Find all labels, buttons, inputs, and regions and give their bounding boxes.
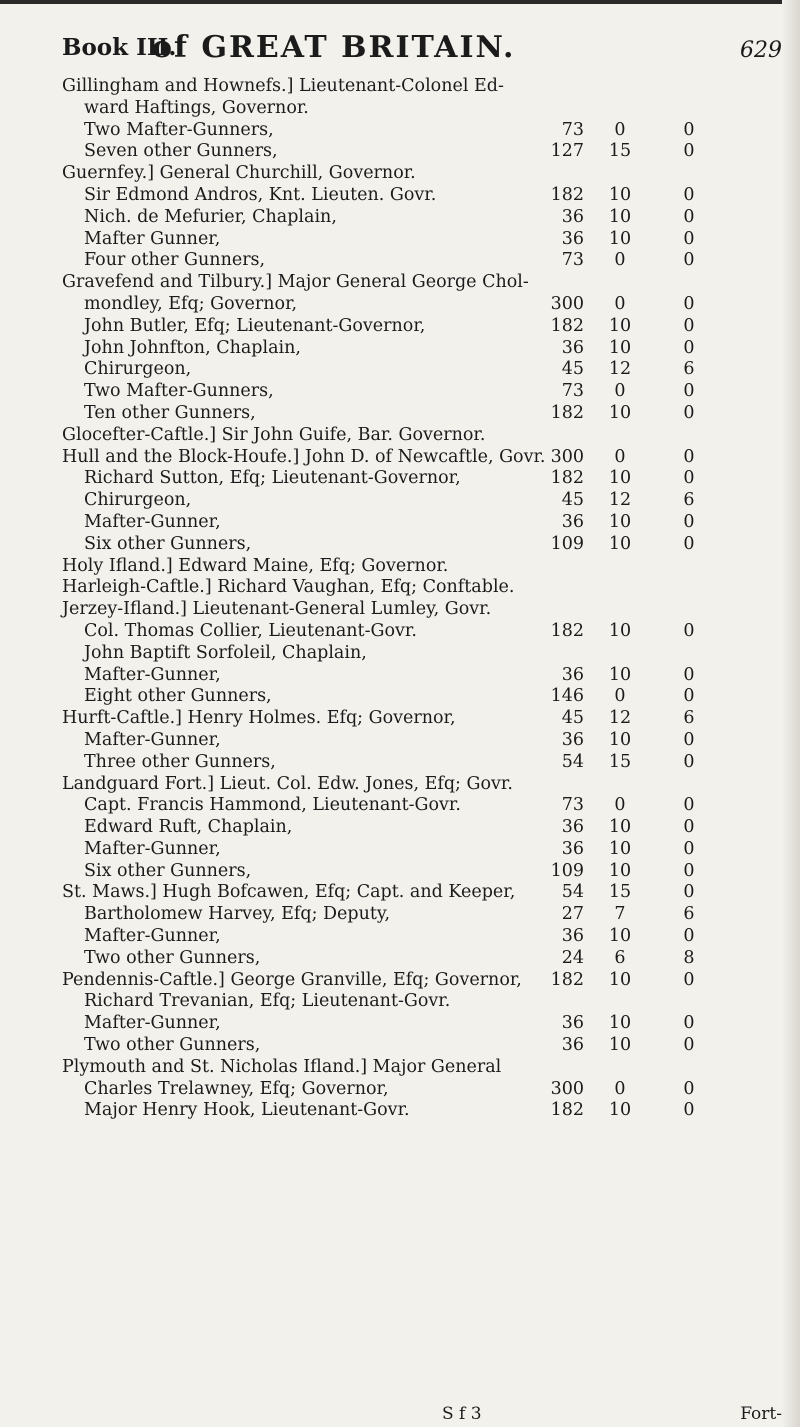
entry-pounds: 73 <box>561 795 584 816</box>
entry-row <box>62 970 792 992</box>
entry-text: Edward Ruft, Chaplain, <box>84 817 293 838</box>
entry-text: Guernfey.] General Churchill, Governor. <box>62 163 416 184</box>
entry-row <box>62 599 792 621</box>
entry-text: Mafter-Gunner, <box>84 511 221 532</box>
entry-pounds: 54 <box>561 751 584 772</box>
entry-pence: 0 <box>683 751 695 772</box>
entry-pence: 0 <box>683 860 695 881</box>
entry-row <box>62 98 792 120</box>
entry-row <box>62 948 792 970</box>
entry-shillings: 0 <box>614 795 626 816</box>
entry-pounds: 45 <box>561 490 584 511</box>
entry-text: Mafter-Gunner, <box>84 1013 221 1034</box>
entry-text: Harleigh-Caftle.] Richard Vaughan, Efq; Conftable. <box>62 577 515 598</box>
entry-shillings: 6 <box>614 947 626 968</box>
entry-pence: 0 <box>683 315 695 336</box>
entry-shillings: 0 <box>614 119 626 140</box>
entry-shillings: 10 <box>608 315 632 336</box>
entry-shillings: 10 <box>608 468 632 489</box>
entry-pounds: 36 <box>561 337 584 358</box>
entry-pence: 6 <box>683 359 695 380</box>
entry-pounds: 73 <box>561 381 584 402</box>
entry-text: Col. Thomas Collier, Lieutenant-Govr. <box>84 620 417 641</box>
entry-text: Landguard Fort.] Lieut. Col. Edw. Jones, Efq; Govr. <box>62 773 513 794</box>
page-number: 629 <box>740 38 782 63</box>
entry-pounds: 36 <box>561 926 584 947</box>
entry-pounds: 182 <box>550 468 584 489</box>
entry-pence: 0 <box>683 533 695 554</box>
entry-text: ward Haftings, Governor. <box>84 97 309 118</box>
entry-row <box>62 120 792 142</box>
entry-pence: 0 <box>683 250 695 271</box>
entry-pence: 8 <box>683 947 695 968</box>
running-header <box>62 28 782 78</box>
entry-shillings: 10 <box>608 337 632 358</box>
entry-row <box>62 882 792 904</box>
entry-row <box>62 359 792 381</box>
entry-pounds: 36 <box>561 729 584 750</box>
entry-pounds: 182 <box>550 1100 584 1121</box>
entry-pounds: 182 <box>550 184 584 205</box>
entry-text: Hurft-Caftle.] Henry Holmes. Efq; Governor, <box>62 708 456 729</box>
entry-shillings: 10 <box>608 228 632 249</box>
entry-text: mondley, Efq; Governor, <box>84 293 298 314</box>
entry-text: Richard Sutton, Efq; Lieutenant-Governor, <box>84 468 461 489</box>
entry-shillings: 10 <box>608 206 632 227</box>
entry-text: St. Maws.] Hugh Bofcawen, Efq; Capt. and Keeper, <box>62 882 516 903</box>
entry-text: Charles Trelawney, Efq; Governor, <box>84 1078 389 1099</box>
entry-pounds: 300 <box>550 293 584 314</box>
running-title: of GREAT BRITAIN. <box>152 30 516 65</box>
entry-shillings: 0 <box>614 381 626 402</box>
entry-pounds: 182 <box>550 315 584 336</box>
entry-text: John Johnfton, Chaplain, <box>84 337 301 358</box>
entry-row <box>62 904 792 926</box>
entry-text: Chirurgeon, <box>84 359 192 380</box>
entry-pounds: 36 <box>561 511 584 532</box>
entry-row <box>62 294 792 316</box>
entry-row <box>62 447 792 469</box>
entry-shillings: 10 <box>608 402 632 423</box>
entry-text: Richard Trevanian, Efq; Lieutenant-Govr. <box>84 991 451 1012</box>
entry-row <box>62 991 792 1013</box>
page-footer <box>62 1404 782 1426</box>
entry-shillings: 10 <box>608 969 632 990</box>
entry-pence: 0 <box>683 664 695 685</box>
entry-row <box>62 774 792 796</box>
entry-pounds: 127 <box>550 141 584 162</box>
entry-row <box>62 926 792 948</box>
entry-shillings: 10 <box>608 838 632 859</box>
entry-shillings: 0 <box>614 250 626 271</box>
entry-text: Bartholomew Harvey, Efq; Deputy, <box>84 904 391 925</box>
entry-shillings: 12 <box>608 490 632 511</box>
entry-row <box>62 1057 792 1079</box>
entry-text: Nich. de Mefurier, Chaplain, <box>84 206 337 227</box>
entry-row <box>62 817 792 839</box>
entry-text: Gillingham and Hownefs.] Lieutenant-Colonel Ed- <box>62 76 504 96</box>
entry-shillings: 10 <box>608 926 632 947</box>
entry-shillings: 0 <box>614 293 626 314</box>
entry-pounds: 24 <box>561 947 584 968</box>
entry-row <box>62 229 792 251</box>
entry-row <box>62 272 792 294</box>
catchword: Fort- <box>740 1404 782 1424</box>
entry-row <box>62 686 792 708</box>
entry-shillings: 0 <box>614 686 626 707</box>
entry-row <box>62 185 792 207</box>
entry-pence: 0 <box>683 1035 695 1056</box>
entry-text: Two other Gunners, <box>84 947 261 968</box>
entry-text: Plymouth and St. Nicholas Ifland.] Major General <box>62 1056 502 1077</box>
entry-text: Major Henry Hook, Lieutenant-Govr. <box>84 1100 410 1121</box>
entry-pounds: 45 <box>561 359 584 380</box>
entry-shillings: 10 <box>608 664 632 685</box>
entry-shillings: 10 <box>608 860 632 881</box>
entry-pounds: 109 <box>550 860 584 881</box>
entry-pounds: 182 <box>550 969 584 990</box>
entry-shillings: 15 <box>608 882 632 903</box>
entry-text: Mafter-Gunner, <box>84 729 221 750</box>
entry-text: Eight other Gunners, <box>84 686 272 707</box>
entry-text: Ten other Gunners, <box>84 402 256 423</box>
entry-pence: 0 <box>683 1100 695 1121</box>
entry-pence: 0 <box>683 926 695 947</box>
entry-shillings: 10 <box>608 533 632 554</box>
entry-pence: 0 <box>683 817 695 838</box>
entry-row <box>62 1100 792 1122</box>
entry-row <box>62 534 792 556</box>
entry-text: Six other Gunners, <box>84 860 252 881</box>
entry-pence: 0 <box>683 141 695 162</box>
entry-pence: 0 <box>683 184 695 205</box>
entry-text: Mafter-Gunner, <box>84 838 221 859</box>
entry-row <box>62 1079 792 1101</box>
entry-text: Jerzey-Ifland.] Lieutenant-General Lumley, Govr. <box>62 599 492 620</box>
entry-row <box>62 512 792 534</box>
entry-pence: 0 <box>683 446 695 467</box>
entry-text: Seven other Gunners, <box>84 141 278 162</box>
entry-pounds: 73 <box>561 119 584 140</box>
entry-shillings: 10 <box>608 511 632 532</box>
entry-pence: 0 <box>683 228 695 249</box>
entry-pence: 0 <box>683 468 695 489</box>
entry-text: Six other Gunners, <box>84 533 252 554</box>
establishment-list <box>62 76 792 1122</box>
entry-text: Glocefter-Caftle.] Sir John Guife, Bar. Governor. <box>62 424 486 445</box>
entry-text: Four other Gunners, <box>84 250 266 271</box>
entry-text: Two Mafter-Gunners, <box>84 381 274 402</box>
entry-shillings: 12 <box>608 708 632 729</box>
entry-shillings: 10 <box>608 1013 632 1034</box>
entry-text: Pendennis-Caftle.] George Granville, Efq; Governor, <box>62 969 522 990</box>
entry-pounds: 146 <box>550 686 584 707</box>
entry-row <box>62 708 792 730</box>
entry-pence: 6 <box>683 490 695 511</box>
entry-shillings: 0 <box>614 446 626 467</box>
entry-row <box>62 556 792 578</box>
entry-pounds: 36 <box>561 838 584 859</box>
entry-text: Mafter-Gunner, <box>84 664 221 685</box>
entry-text: Two other Gunners, <box>84 1035 261 1056</box>
entry-row <box>62 577 792 599</box>
entry-pence: 0 <box>683 206 695 227</box>
entry-row <box>62 316 792 338</box>
entry-row <box>62 861 792 883</box>
book-label: Book III. <box>62 34 177 61</box>
entry-shillings: 15 <box>608 141 632 162</box>
entry-shillings: 0 <box>614 1078 626 1099</box>
entry-pounds: 36 <box>561 206 584 227</box>
entry-text: Chirurgeon, <box>84 490 192 511</box>
entry-shillings: 10 <box>608 817 632 838</box>
entry-text: Sir Edmond Andros, Knt. Lieuten. Govr. <box>84 184 437 205</box>
entry-pence: 0 <box>683 838 695 859</box>
entry-shillings: 10 <box>608 729 632 750</box>
entry-text: Hull and the Block-Houfe.] John D. of Newcaftle, Govr. <box>62 446 546 467</box>
entry-row <box>62 643 792 665</box>
entry-pence: 6 <box>683 708 695 729</box>
entry-row <box>62 621 792 643</box>
entry-pounds: 36 <box>561 1013 584 1034</box>
entry-row <box>62 468 792 490</box>
entry-pounds: 36 <box>561 817 584 838</box>
entry-text: John Butler, Efq; Lieutenant-Governor, <box>84 315 426 336</box>
entry-row <box>62 141 792 163</box>
entry-text: Holy Ifland.] Edward Maine, Efq; Governor. <box>62 555 449 576</box>
entry-pounds: 300 <box>550 1078 584 1099</box>
entry-pence: 0 <box>683 882 695 903</box>
entry-text: Two Mafter-Gunners, <box>84 119 274 140</box>
entry-shillings: 10 <box>608 1100 632 1121</box>
entry-pence: 0 <box>683 119 695 140</box>
entry-pence: 0 <box>683 729 695 750</box>
entry-pence: 0 <box>683 293 695 314</box>
entry-pounds: 109 <box>550 533 584 554</box>
entry-pounds: 73 <box>561 250 584 271</box>
entry-row <box>62 665 792 687</box>
entry-pounds: 36 <box>561 228 584 249</box>
entry-row <box>62 381 792 403</box>
entry-text: Gravefend and Tilbury.] Major General George Chol- <box>62 272 529 293</box>
entry-pounds: 182 <box>550 620 584 641</box>
entry-pence: 0 <box>683 511 695 532</box>
entry-text: Three other Gunners, <box>84 751 276 772</box>
entry-row <box>62 403 792 425</box>
entry-pounds: 45 <box>561 708 584 729</box>
entry-row <box>62 1035 792 1057</box>
entry-shillings: 7 <box>614 904 626 925</box>
entry-shillings: 12 <box>608 359 632 380</box>
entry-pounds: 300 <box>550 446 584 467</box>
entry-pounds: 36 <box>561 664 584 685</box>
entry-text: Mafter Gunner, <box>84 228 221 249</box>
entry-row <box>62 207 792 229</box>
entry-pounds: 54 <box>561 882 584 903</box>
top-rule <box>0 0 800 4</box>
signature-mark: S f 3 <box>442 1404 482 1424</box>
entry-shillings: 10 <box>608 620 632 641</box>
entry-pounds: 182 <box>550 402 584 423</box>
entry-pence: 0 <box>683 1078 695 1099</box>
entry-text: John Baptift Sorfoleil, Chaplain, <box>84 642 367 663</box>
entry-pence: 0 <box>683 381 695 402</box>
entry-shillings: 10 <box>608 184 632 205</box>
entry-pence: 0 <box>683 686 695 707</box>
entry-pounds: 36 <box>561 1035 584 1056</box>
entry-pence: 0 <box>683 402 695 423</box>
entry-pence: 0 <box>683 337 695 358</box>
entry-text: Capt. Francis Hammond, Lieutenant-Govr. <box>84 795 461 816</box>
entry-text: Mafter-Gunner, <box>84 926 221 947</box>
entry-row <box>62 1013 792 1035</box>
entry-row <box>62 490 792 512</box>
entry-shillings: 15 <box>608 751 632 772</box>
entry-row <box>62 839 792 861</box>
entry-shillings: 10 <box>608 1035 632 1056</box>
entry-row <box>62 76 792 98</box>
entry-row <box>62 425 792 447</box>
entry-pence: 0 <box>683 620 695 641</box>
entry-row <box>62 752 792 774</box>
entry-pounds: 27 <box>561 904 584 925</box>
entry-row <box>62 795 792 817</box>
entry-row <box>62 730 792 752</box>
entry-pence: 0 <box>683 795 695 816</box>
entry-row <box>62 163 792 185</box>
entry-pence: 0 <box>683 1013 695 1034</box>
entry-row <box>62 250 792 272</box>
entry-pence: 6 <box>683 904 695 925</box>
entry-pence: 0 <box>683 969 695 990</box>
entry-row <box>62 338 792 360</box>
